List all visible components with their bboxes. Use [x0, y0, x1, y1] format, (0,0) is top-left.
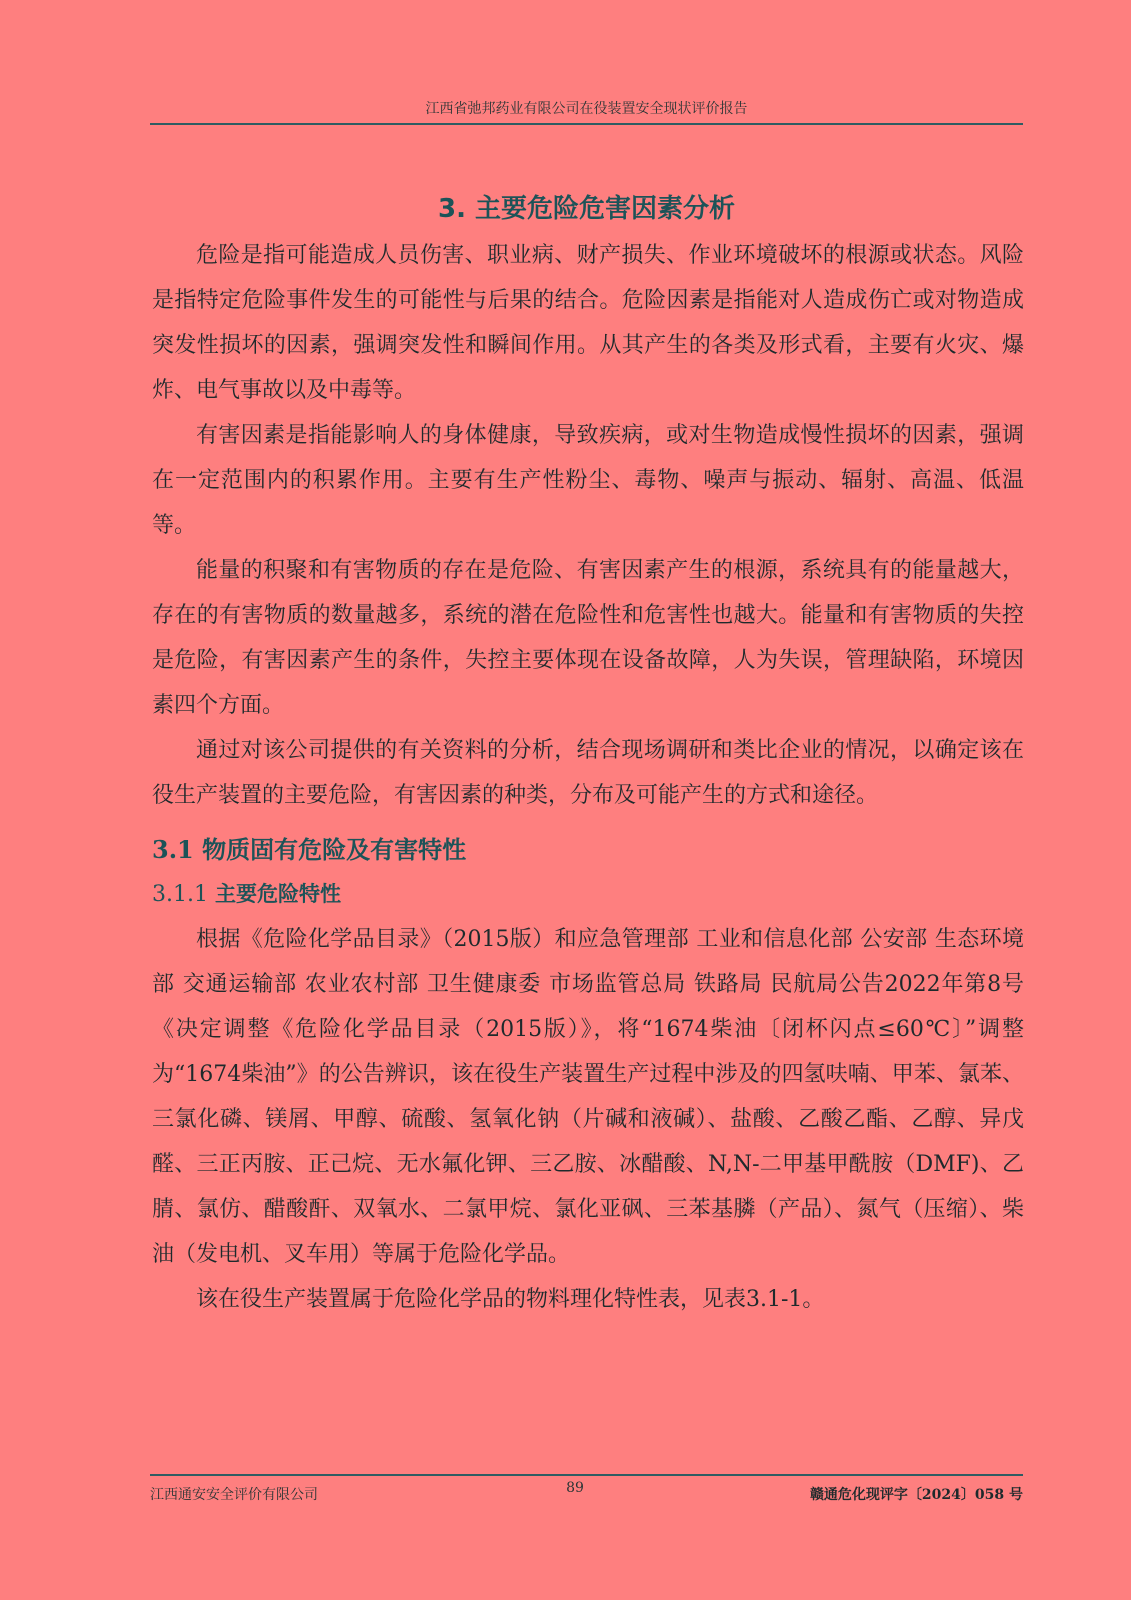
paragraph: 危险是指可能造成人员伤害、职业病、财产损失、作业环境破坏的根源或状态。风险是指特定危险事件发生的可能性与后果的结合。危险因素是指能对人造成伤亡或对物造成突发性损坏的因素，强调突发性和瞬间作用。从其产生的各类及形式看，主要有火灾、爆炸、电气事故以及中毒等。 [152, 243, 1024, 403]
paragraph: 该在役生产装置属于危险化学品的物料理化特性表，见表3.1-1。 [196, 1287, 825, 1312]
subsection-title: 主要危险特性 [214, 882, 341, 906]
page-number: 89 [566, 1480, 584, 1496]
footer-divider [150, 1474, 1023, 1476]
subsection-number: 3.1.1 [152, 882, 208, 907]
paragraph: 根据《危险化学品目录》（2015版）和应急管理部 工业和信息化部 公安部 生态环境部 交通运输部 农业农村部 卫生健康委 市场监管总局 铁路局 民航局公告2022年第8号《决定调整《危险化学品目录（2015版）》，将“1674柴油〔闭杯闪点≤60℃〕”调整为“1674柴油”》的公告辨识，该在役生产装置生产过程中涉及的四氢呋喃、甲苯、氯苯、三氯化磷、镁屑、甲醇、硫酸、氢氧化钠（片碱和液碱）、盐酸、乙酸乙酯、乙醇、异戊醛、三正丙胺、正己烷、无水氟化钾、三乙胺、冰醋酸、N,N-二甲基甲酰胺（DMF)、乙腈、氯仿、醋酸酐、双氧水、二氯甲烷、氯化亚砜、三苯基膦（产品）、氮气（压缩）、柴油（发电机、叉车用）等属于危险化学品。 [152, 927, 1024, 1267]
document-number: 赣通危化现评字〔2024〕058 号 [809, 1487, 1023, 1503]
subsection-heading [152, 872, 1024, 917]
document-body [152, 233, 1024, 1322]
paragraph: 有害因素是指能影响人的身体健康，导致疾病，或对生物造成慢性损坏的因素，强调在一定范围内的积累作用。主要有生产性粉尘、毒物、噪声与振动、辐射、高温、低温等。 [152, 423, 1024, 538]
paragraph: 能量的积聚和有害物质的存在是危险、有害因素产生的根源，系统具有的能量越大，存在的有害物质的数量越多，系统的潜在危险性和危害性也越大。能量和有害物质的失控是危险，有害因素产生的条件，失控主要体现在设备故障，人为失误，管理缺陷，环境因素四个方面。 [152, 558, 1024, 718]
footer-company: 江西通安安全评价有限公司 [150, 1487, 318, 1503]
section-heading: 3.1 物质固有危险及有害特性 [152, 835, 467, 864]
header-divider [150, 123, 1023, 125]
chapter-title: 3. 主要危险危害因素分析 [437, 194, 736, 224]
running-header: 江西省弛邦药业有限公司在役装置安全现状评价报告 [425, 101, 748, 117]
paragraph: 通过对该公司提供的有关资料的分析，结合现场调研和类比企业的情况，以确定该在役生产装置的主要危险，有害因素的种类，分布及可能产生的方式和途径。 [152, 738, 1024, 808]
